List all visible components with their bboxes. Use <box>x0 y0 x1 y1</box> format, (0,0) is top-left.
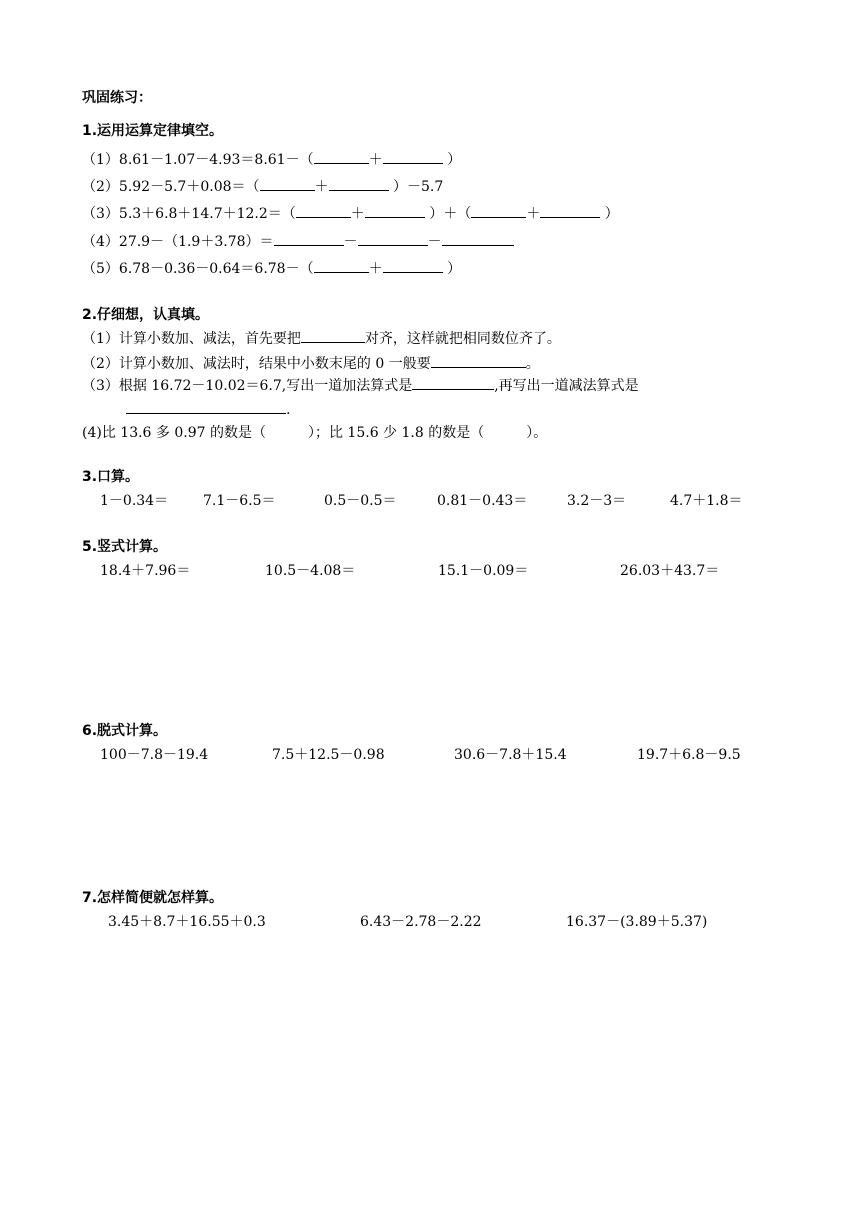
section-6-title: 6.脱式计算。 <box>82 723 168 739</box>
s7-item: 3.45＋8.7＋16.55＋0.3 <box>108 914 266 930</box>
s1-q3-blank-d[interactable] <box>540 204 600 218</box>
s2-q3-period: . <box>286 402 291 418</box>
s1-q4-minus-2: － <box>427 234 442 250</box>
s2-q2-prefix: （2）计算小数加、减法时，结果中小数末尾的 0 一般要 <box>82 356 431 372</box>
s1-q1-plus: ＋ <box>368 152 383 168</box>
section-5-title: 5.竖式计算。 <box>82 539 168 555</box>
s5-item: 26.03＋43.7＝ <box>620 563 720 579</box>
section-7-title: 7.怎样简便就怎样算。 <box>82 890 224 906</box>
s1-q3-end: ） <box>604 206 619 222</box>
s1-q4-blank-a[interactable] <box>274 232 344 246</box>
s1-q2-prefix: （2）5.92－5.7＋0.08＝（ <box>82 179 260 195</box>
s6-item: 19.7＋6.8－9.5 <box>637 747 741 763</box>
s2-q2-end: 。 <box>525 356 540 372</box>
s1-question-5 <box>82 259 461 278</box>
s2-question-3 <box>82 376 639 395</box>
s6-item: 30.6－7.8＋15.4 <box>454 747 567 763</box>
s2-q3-blank-a[interactable] <box>412 376 494 390</box>
s1-q1-prefix: （1）8.61－1.07－4.93＝8.61－（ <box>82 152 314 168</box>
s2-q1-blank[interactable] <box>301 329 365 343</box>
s7-item: 6.43－2.78－2.22 <box>360 914 482 930</box>
s1-q2-end: ）－5.7 <box>392 179 444 195</box>
s1-q3-plus-1: ＋ <box>350 206 365 222</box>
s1-q3-plus-2: ＋ <box>526 206 541 222</box>
s1-q5-plus: ＋ <box>368 261 383 277</box>
s2-q3-end: ,再写出一道减法算式是 <box>494 378 639 394</box>
page-heading: 巩固练习： <box>82 90 152 106</box>
s3-item: 1－0.34＝ <box>100 493 169 509</box>
s2-q3-blank-b[interactable] <box>126 400 286 414</box>
s6-item: 7.5＋12.5－0.98 <box>272 747 385 763</box>
s2-q1-prefix: （1）计算小数加、减法，首先要把 <box>82 331 301 347</box>
s3-item: 0.5－0.5＝ <box>324 493 397 509</box>
s3-item: 3.2－3＝ <box>567 493 627 509</box>
s7-item: 16.37－(3.89＋5.37) <box>566 914 708 930</box>
s3-item: 7.1－6.5＝ <box>203 493 276 509</box>
s1-q4-blank-c[interactable] <box>442 232 514 246</box>
s1-question-3 <box>82 204 619 223</box>
s3-item: 4.7＋1.8＝ <box>670 493 743 509</box>
s1-q1-blank-a[interactable] <box>314 150 369 164</box>
s2-q1-end: 对齐，这样就把相同数位齐了。 <box>364 331 561 347</box>
s6-item: 100－7.8－19.4 <box>100 747 209 763</box>
s1-question-2 <box>82 177 443 196</box>
s1-q2-blank-a[interactable] <box>260 177 315 191</box>
s5-item: 15.1－0.09＝ <box>438 563 529 579</box>
s2-q2-blank[interactable] <box>431 354 526 368</box>
s1-q3-prefix: （3）5.3＋6.8＋14.7＋12.2＝（ <box>82 206 296 222</box>
s1-question-1 <box>82 150 461 169</box>
section-1-title: 1.运用运算定律填空。 <box>82 123 224 139</box>
s1-q2-plus: ＋ <box>314 179 329 195</box>
s1-q5-end: ） <box>447 261 462 277</box>
s1-q5-blank-a[interactable] <box>314 259 369 273</box>
s1-q2-blank-b[interactable] <box>329 177 389 191</box>
s1-q1-blank-b[interactable] <box>383 150 443 164</box>
s1-question-4 <box>82 232 514 251</box>
section-3-title: 3.口算。 <box>82 469 140 485</box>
s1-q3-middle: ）＋（ <box>429 206 472 222</box>
s5-item: 18.4＋7.96＝ <box>100 563 191 579</box>
s1-q1-end: ） <box>447 152 462 168</box>
s1-q4-blank-b[interactable] <box>358 232 428 246</box>
s2-question-2 <box>82 354 540 373</box>
s1-q3-blank-b[interactable] <box>365 204 425 218</box>
section-2-title: 2.仔细想，认真填。 <box>82 307 210 323</box>
s2-q3-prefix: （3）根据 16.72－10.02＝6.7,写出一道加法算式是 <box>82 378 413 394</box>
s5-item: 10.5－4.08＝ <box>265 563 356 579</box>
s1-q5-blank-b[interactable] <box>383 259 443 273</box>
s1-q4-prefix: （4）27.9－（1.9＋3.78）＝ <box>82 234 274 250</box>
s2-question-4: (4)比 13.6 多 0.97 的数是（ ）；比 15.6 少 1.8 的数是（ ）。 <box>82 425 548 441</box>
s1-q3-blank-c[interactable] <box>471 204 526 218</box>
s2-question-3-continued <box>126 400 290 419</box>
s1-q3-blank-a[interactable] <box>296 204 351 218</box>
s1-q4-minus-1: － <box>343 234 358 250</box>
s1-q5-prefix: （5）6.78－0.36－0.64＝6.78－（ <box>82 261 314 277</box>
s3-item: 0.81－0.43＝ <box>437 493 528 509</box>
s2-question-1 <box>82 329 561 348</box>
